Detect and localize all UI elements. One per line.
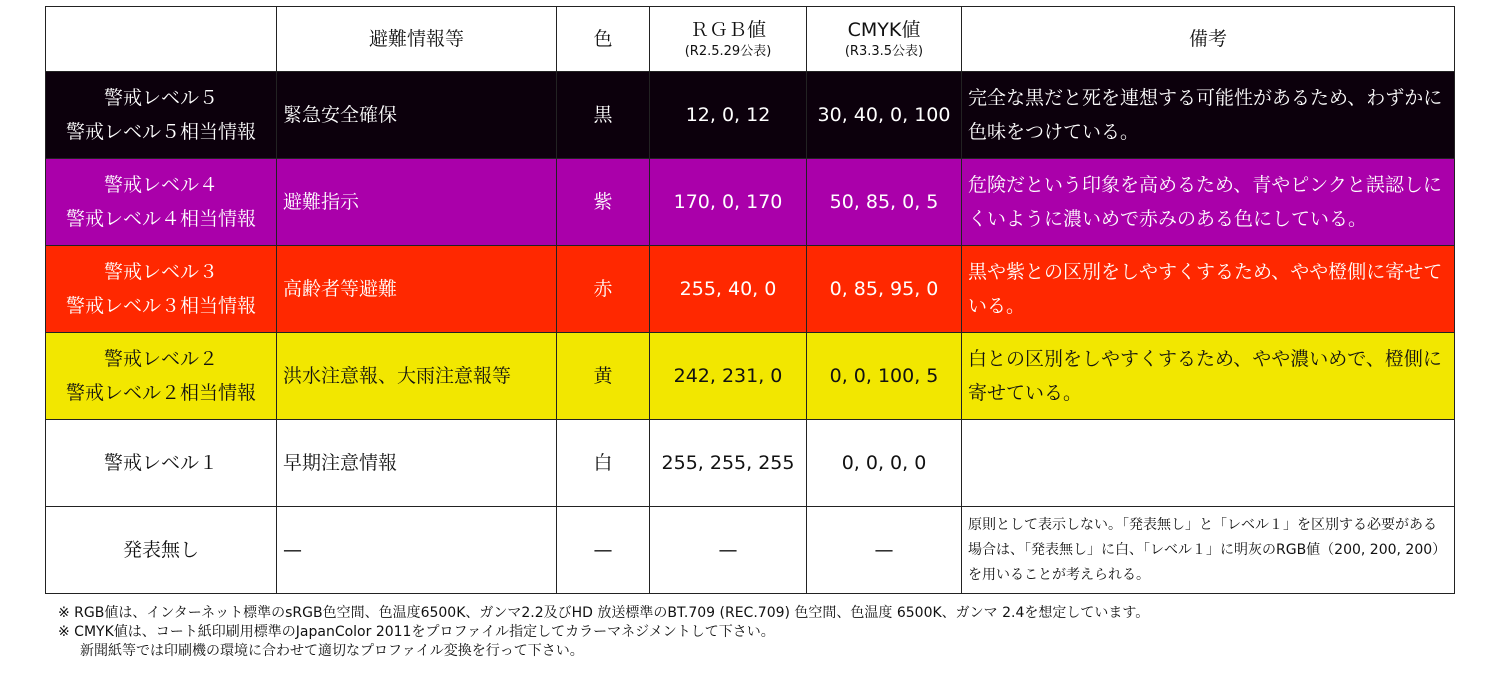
alert-level-cell bbox=[46, 72, 277, 159]
note-cell: 危険だという印象を高めるため、青やピンクと誤認しにくいように濃いめで赤みのある色にしている。 bbox=[962, 159, 1455, 246]
header-color: 色 bbox=[557, 7, 650, 72]
alert-level-equivalent-label: 警戒レベル２相当情報 bbox=[65, 382, 256, 404]
footnote-cmyk: ※ CMYK値は、コート紙印刷用標準のJapanColor 2011をプロファイル指定してカラーマネジメントして下さい。 bbox=[58, 624, 775, 640]
header-note: 備考 bbox=[962, 7, 1455, 72]
header-rgb-sub: (R2.5.29公表) bbox=[684, 44, 772, 59]
cmyk-value-cell: 0, 85, 95, 0 bbox=[807, 246, 962, 333]
footnote-cmyk-cont: 新聞紙等では印刷機の環境に合わせて適切なプロファイル変換を行って下さい。 bbox=[80, 643, 584, 659]
color-name-cell: 白 bbox=[557, 420, 650, 507]
alert-level-cell bbox=[46, 420, 277, 507]
alert-level-label: 警戒レベル５ bbox=[103, 87, 218, 109]
header-cmyk-sub: (R3.3.5公表) bbox=[844, 44, 924, 59]
alert-level-equivalent-label: 警戒レベル４相当情報 bbox=[65, 208, 256, 230]
rgb-value-cell: 255, 40, 0 bbox=[650, 246, 807, 333]
alert-level-equivalent-label: 警戒レベル５相当情報 bbox=[65, 121, 256, 143]
alert-level-label: 発表無し bbox=[122, 539, 199, 561]
alert-level-cell bbox=[46, 246, 277, 333]
footnote-rgb: ※ RGB値は、インターネット標準のsRGB色空間、色温度6500K、ガンマ2.2及びHD 放送標準のBT.709 (REC.709) 色空間、色温度 6500K、ガンマ 2.4を想定しています。 bbox=[58, 605, 1150, 621]
note-cell bbox=[962, 420, 1455, 507]
evacuation-info-cell: 洪水注意報、大雨注意報等 bbox=[277, 333, 557, 420]
evacuation-info-cell: — bbox=[277, 507, 557, 594]
note-cell: 白との区別をしやすくするため、やや濃いめで、橙側に寄せている。 bbox=[962, 333, 1455, 420]
color-name-cell: 黄 bbox=[557, 333, 650, 420]
header-cmyk bbox=[807, 7, 962, 72]
table-row bbox=[46, 72, 1455, 159]
note-cell: 完全な黒だと死を連想する可能性があるため、わずかに色味をつけている。 bbox=[962, 72, 1455, 159]
cmyk-value-cell: 50, 85, 0, 5 bbox=[807, 159, 962, 246]
rgb-value-cell: 12, 0, 12 bbox=[650, 72, 807, 159]
alert-level-label: 警戒レベル２ bbox=[103, 348, 218, 370]
evacuation-info-cell: 避難指示 bbox=[277, 159, 557, 246]
color-name-cell: 赤 bbox=[557, 246, 650, 333]
header-rgb-label: ＲＧＢ値 bbox=[689, 19, 766, 41]
alert-level-label: 警戒レベル４ bbox=[103, 174, 218, 196]
cmyk-value-cell: 0, 0, 0, 0 bbox=[807, 420, 962, 507]
evacuation-info-cell: 緊急安全確保 bbox=[277, 72, 557, 159]
cmyk-value-cell: 30, 40, 0, 100 bbox=[807, 72, 962, 159]
table-row bbox=[46, 159, 1455, 246]
color-name-cell: — bbox=[557, 507, 650, 594]
cmyk-value-cell: — bbox=[807, 507, 962, 594]
rgb-value-cell: 170, 0, 170 bbox=[650, 159, 807, 246]
table-body bbox=[46, 72, 1455, 594]
alert-level-label: 警戒レベル１ bbox=[103, 452, 218, 474]
cmyk-value-cell: 0, 0, 100, 5 bbox=[807, 333, 962, 420]
alert-level-cell bbox=[46, 159, 277, 246]
evacuation-info-cell: 高齢者等避難 bbox=[277, 246, 557, 333]
alert-level-label: 警戒レベル３ bbox=[103, 261, 218, 283]
alert-level-equivalent-label: 警戒レベル３相当情報 bbox=[65, 295, 256, 317]
alert-level-cell bbox=[46, 333, 277, 420]
rgb-value-cell: — bbox=[650, 507, 807, 594]
rgb-value-cell: 242, 231, 0 bbox=[650, 333, 807, 420]
table-row bbox=[46, 420, 1455, 507]
header-level bbox=[46, 7, 277, 72]
header-rgb bbox=[650, 7, 807, 72]
rgb-value-cell: 255, 255, 255 bbox=[650, 420, 807, 507]
footnotes bbox=[58, 604, 1149, 661]
alert-level-cell bbox=[46, 507, 277, 594]
table-row bbox=[46, 333, 1455, 420]
table-row bbox=[46, 246, 1455, 333]
table-row bbox=[46, 507, 1455, 594]
color-name-cell: 紫 bbox=[557, 159, 650, 246]
table-header-row bbox=[46, 7, 1455, 72]
note-cell: 黒や紫との区別をしやすくするため、やや橙側に寄せている。 bbox=[962, 246, 1455, 333]
evacuation-info-cell: 早期注意情報 bbox=[277, 420, 557, 507]
color-name-cell: 黒 bbox=[557, 72, 650, 159]
header-info: 避難情報等 bbox=[277, 7, 557, 72]
header-cmyk-label: CMYK値 bbox=[847, 19, 921, 41]
note-cell: 原則として表示しない。「発表無し」と「レベル１」を区別する必要がある場合は、「発表無し」に白、「レベル１」に明灰のRGB値（200, 200, 200）を用いることが考えられる。 bbox=[962, 507, 1455, 594]
alert-level-color-table bbox=[45, 6, 1455, 594]
